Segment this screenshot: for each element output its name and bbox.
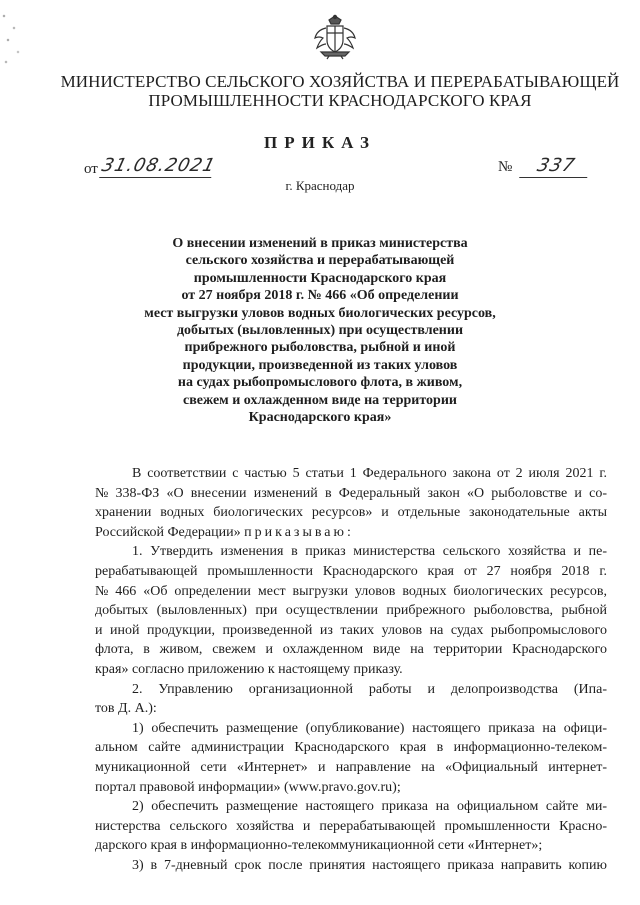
body-line [95,778,607,798]
body-text: края» согласно приложению к настоящему приказу. [95,661,403,677]
subject-line: на судах рыбопромыслового флота, в живом, [177,375,463,391]
subject-line: О внесении изменений в приказ министерства [172,236,468,251]
body-line [95,856,607,876]
date-prefix: от [84,161,98,177]
body-line [95,797,607,817]
ministry-name [60,72,620,110]
body-text: В соответствии с частью 5 статьи 1 Федерального закона от 2 июля 2021 г. [132,466,607,481]
body-text: № 466 «Об определении мест выгрузки уловов водных биологических ресурсов, [95,583,607,599]
body-line [95,738,607,758]
subject-line: свежем и охлажденном виде на территории [183,392,457,408]
body-text: нистерства сельского хозяйства и перерабатывающей промышленности Красно- [95,818,607,834]
body-text: флота, в живом, свежем и охлажденном виде на территории Краснодарского [95,642,607,658]
body-text: тов Д. А.): [95,701,157,717]
body-line [95,836,607,856]
body-line [95,621,607,641]
body-text: хранении водных биологических ресурсов» и отдельные законодательные акты [95,505,607,521]
body-line [95,601,607,621]
body-line [95,582,607,602]
body-text: муникационной сети «Интернет» и направление на «Официальный интернет- [95,759,607,775]
number-prefix: № [498,159,513,175]
body-line [95,503,607,523]
city: г. Краснодар [285,178,355,193]
body-line [95,562,607,582]
order-title: ПРИКАЗ [264,133,376,152]
body-text: 1. Утвердить изменения в приказ министерства сельского хозяйства и пе- [132,544,607,560]
body-line [95,523,607,543]
date-row [84,155,218,178]
body-line [95,640,607,660]
subject-line: добытых (выловленных) при осуществлении [176,323,464,339]
body-text: добытых (выловленных) при осуществлении прибрежного рыболовства, рыбной [95,603,607,619]
body-text: 2. Управлению организационной работы и делопроизводства (Ипа- [132,681,607,697]
subject-line: сельского хозяйства и перерабатывающей [185,253,455,269]
body-text: № 338-ФЗ «О внесении изменений в Федеральный закон «О рыболовстве и со- [95,485,607,501]
body-text: портал правовой информации» (www.pravo.gov.ru); [95,779,401,795]
body-text: 3) в 7-дневный срок после принятия настоящего приказа направить копию [132,857,607,873]
scan-artifact [0,10,26,70]
body-line [95,464,607,484]
body-line [95,542,607,562]
subject-line: продукции, произведенной из таких уловов [182,357,458,373]
ministry-line: ПРОМЫШЛЕННОСТИ КРАСНОДАРСКОГО КРАЯ [148,91,532,110]
body-text: 1) обеспечить размещение (опубликование) настоящего приказа на офици- [132,720,607,736]
ministry-line: МИНИСТЕРСТВО СЕЛЬСКОГО ХОЗЯЙСТВА И ПЕРЕРАБАТЫВАЮЩЕЙ [60,72,620,91]
order-verb: приказываю: [244,524,354,540]
body-line [95,680,607,700]
body-text: Российской Федерации» [95,524,241,540]
body-text: альном сайте администрации Краснодарского края в информационно-телеком- [95,740,607,756]
subject-line: промышленности Краснодарского края [193,270,447,286]
subject-line: Краснодарского края» [248,410,392,426]
body-line [95,699,607,719]
body-line [95,817,607,837]
handwritten-number: 337 [519,155,593,178]
subject-line: от 27 ноября 2018 г. № 466 «Об определении [181,288,459,304]
order-body [95,464,607,875]
subject-line: прибрежного рыболовства, рыбной и иной [184,340,456,356]
subject-line: мест выгрузки уловов водных биологических ресурсов, [144,305,496,321]
number-row [498,155,590,178]
order-subject [120,235,520,426]
body-line [95,719,607,739]
coat-of-arms-icon [313,14,357,60]
body-line [95,484,607,504]
body-text: рерабатывающей промышленности Краснодарского края от 27 ноября 2018 г. [95,563,607,579]
handwritten-date: 31.08.2021 [99,155,218,176]
body-line [95,660,607,680]
body-line [95,758,607,778]
body-text: и иной продукции, произведенной из таких уловов на судах рыбопромыслового [95,622,607,638]
body-text: 2) обеспечить размещение настоящего приказа на официальном сайте ми- [132,799,607,815]
body-text: дарского края в информационно-телекоммуникационной сети «Интернет»; [95,838,543,854]
